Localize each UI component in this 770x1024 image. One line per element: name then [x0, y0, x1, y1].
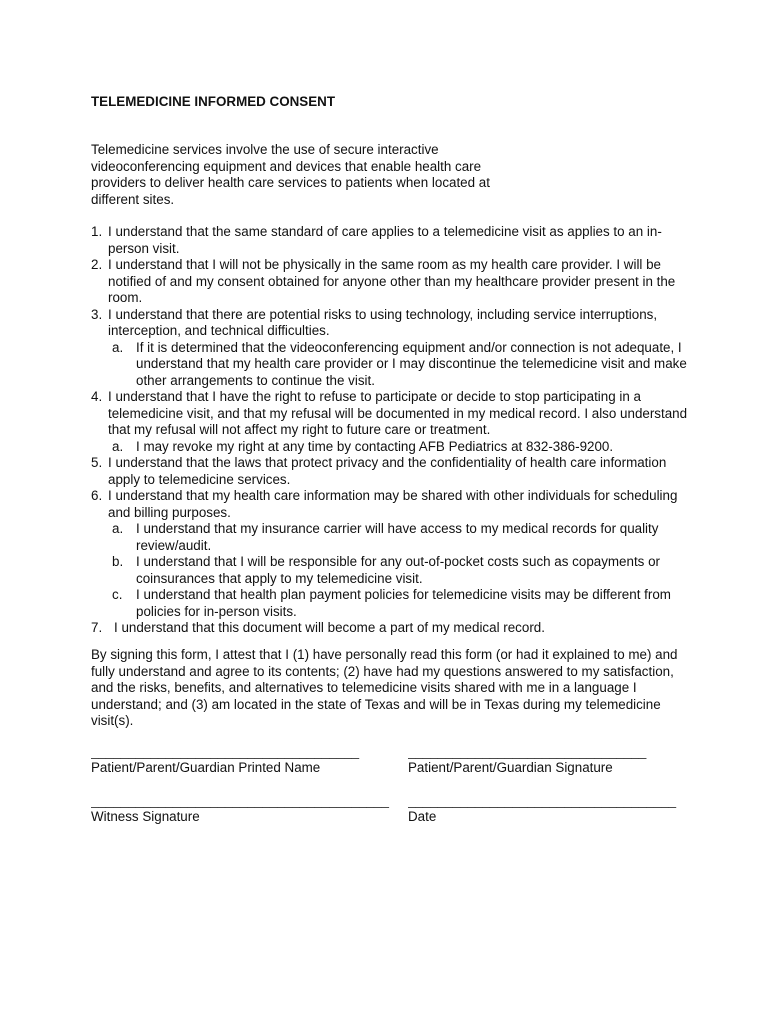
sub-item-text: I may revoke my right at any time by contacting AFB Pediatrics at 832-386-9200. [136, 438, 614, 454]
date-block [408, 793, 678, 826]
item-text: I understand that I will not be physically in the same room as my health care provider. I will be notified of and my consent obtained for anyone other than my healthcare provider present in the room. [108, 257, 676, 305]
sub-item-text: I understand that I will be responsible for any out-of-pocket costs such as copayments or coinsurances that apply to my telemedicine visit. [136, 554, 660, 586]
list-item-1 [91, 224, 691, 257]
item-number: 5. [91, 455, 103, 470]
list-item-4 [91, 389, 691, 439]
item-number: 6. [91, 488, 103, 503]
witness-label: Witness Signature [91, 809, 200, 824]
date-line[interactable]: ____________________________________ [408, 793, 677, 808]
sub-item-text: I understand that health plan payment policies for telemedicine visits may be different from policies for in-person visits. [136, 587, 671, 619]
item-text: I understand that there are potential risks to using technology, including service interruptions, interception, and technical difficulties. [108, 306, 658, 338]
sub-item-letter: c. [112, 587, 123, 602]
witness-line[interactable]: ________________________________________ [91, 793, 389, 808]
sub-item-text: I understand that my insurance carrier will have access to my medical records for quality review/audit. [136, 521, 659, 553]
sub-item-6b [91, 554, 691, 587]
list-item-2 [91, 257, 691, 307]
attestation-paragraph: By signing this form, I attest that I (1) have personally read this form (or had it explained to me) and fully understand and agree to its contents; (2) have had my questions answered to my satisfaction, and the risks, benefits, and alternatives to telemedicine visits shared with me in a language I understand; and (3) am located in the state of Texas and will be in Texas during my telemedicine visit(s). [91, 647, 678, 728]
item-text: I understand that my health care information may be shared with other individuals for scheduling and billing purposes. [108, 488, 678, 520]
sub-item-text: If it is determined that the videoconferencing equipment and/or connection is not adequate, I understand that my health care provider or I may discontinue the telemedicine visit and make other arrangements to continue the visit. [136, 339, 687, 388]
printed-name-block [91, 744, 361, 777]
item-number: 4. [91, 389, 103, 404]
signature-block [408, 744, 653, 777]
item-text: I understand that this document will become a part of my medical record. [114, 620, 545, 635]
consent-list [91, 224, 691, 637]
sub-item-6a [91, 521, 691, 554]
sub-item-letter: a. [112, 521, 124, 536]
date-label: Date [408, 809, 437, 824]
list-item-5 [91, 455, 691, 488]
list-item-7 [91, 620, 691, 637]
intro-paragraph: Telemedicine services involve the use of secure interactive videoconferencing equipment and devices that enable health care providers to deliver health care services to patients when located at different sites. [91, 142, 490, 207]
list-item-3 [91, 307, 691, 340]
document-title: TELEMEDICINE INFORMED CONSENT [91, 94, 336, 109]
sub-item-3a [91, 340, 691, 390]
item-text: I understand that I have the right to refuse to participate or decide to stop participating in a telemedicine visit, and that my refusal will be documented in my medical record. I also understand that my refusal will not affect my right to future care or treatment. [108, 389, 688, 437]
item-text: I understand that the same standard of care applies to a telemedicine visit as applies to an in-person visit. [108, 224, 662, 256]
printed-name-line[interactable]: ____________________________________ [91, 744, 360, 759]
item-number: 2. [91, 257, 103, 272]
signature-label: Patient/Parent/Guardian Signature [408, 760, 613, 775]
item-number: 1. [91, 224, 103, 239]
sub-item-letter: a. [112, 438, 124, 454]
witness-block [91, 793, 391, 826]
item-text: I understand that the laws that protect privacy and the confidentiality of health care information apply to telemedicine services. [108, 455, 667, 487]
list-item-6 [91, 488, 691, 521]
item-number: 7. [91, 620, 103, 635]
sub-item-6c [91, 587, 691, 620]
item-number: 3. [91, 306, 103, 322]
signature-line[interactable]: ________________________________ [408, 744, 647, 759]
sub-item-letter: b. [112, 554, 124, 569]
printed-name-label: Patient/Parent/Guardian Printed Name [91, 760, 321, 775]
sub-item-4a [91, 439, 691, 456]
sub-item-letter: a. [112, 339, 124, 355]
